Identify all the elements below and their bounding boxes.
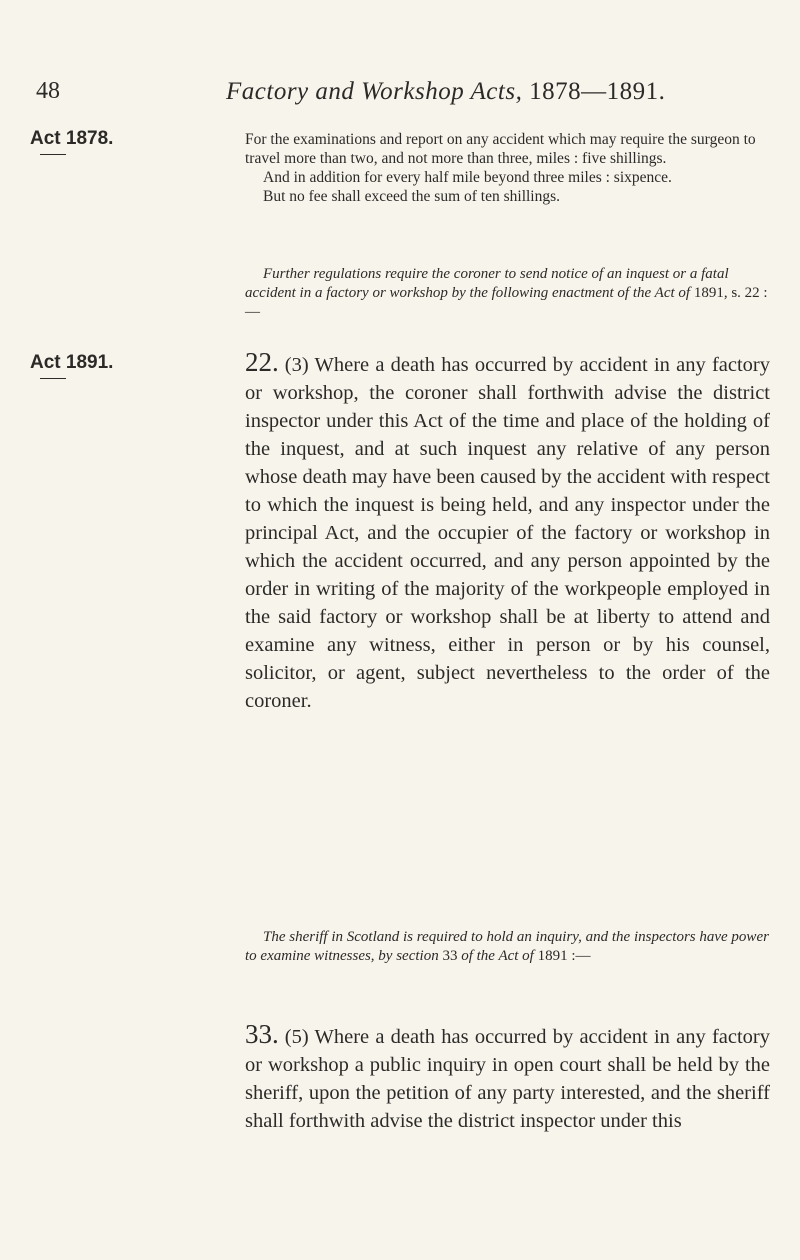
editorial-note-1 [245,265,770,322]
margin-note-label: Act 1878. [30,128,114,149]
section-33 [245,1020,770,1135]
fees-line: But no fee shall exceed the sum of ten shillings. [263,188,561,205]
section-text: (3) Where a death has occurred by accident in any factory or workshop, the coroner shall forthwith advise the district inspector under this Act of the time and place of the holding of the inquest, and at such inquest any relative of any person whose death may have been caused by the accident with respect to which the inquest is being held, and any inspector under the principal Act, and the occupier of the factory or workshop in which the accident occurred, and any person appointed by the order in writing of the majority of the workpeople employed in the said factory or workshop shall be at liberty to attend and examine any witness, either in person or by his counsel, solicitor, or agent, subject nevertheless to the order of the coroner. [245,354,770,712]
fees-line: And in addition for every half mile beyond three miles : sixpence. [263,169,672,186]
margin-note-act-1891 [30,352,113,379]
running-title [226,78,665,106]
divider [40,154,66,155]
fees-paragraph [245,130,770,206]
section-text: (5) Where a death has occurred by accident in any factory or workshop a public inquiry in open court shall be held by the sheriff, upon the petition of any party interested, and the sheriff shall forthwith advise the district inspector under this [245,1026,770,1132]
editorial-note-2 [245,928,770,966]
note-reference: 1891, s. 22 :— [245,285,768,320]
page-number: 48 [36,78,60,104]
fees-line: For the examinations and report on any accident which may require the surgeon to travel more than two, and not more than three, miles : five shillings. [245,131,756,167]
section-22 [245,348,770,715]
divider [40,378,66,379]
section-number: 33. [245,1019,279,1049]
note-text: The sheriff in Scotland is required to hold an inquiry, and the inspectors have power to examine witnesses, by section [245,929,769,964]
note-text: Further regulations require the coroner to send notice of an inquest or a fatal accident in a factory or workshop by the following enactment of the Act of [245,266,729,301]
running-title-text: Factory and Workshop Acts, [226,78,523,105]
note-text: of the Act of [461,948,534,964]
page-header [36,78,736,118]
margin-note-act-1878 [30,128,113,155]
section-number: 22. [245,347,279,377]
note-reference: 33 [442,948,458,964]
margin-note-label: Act 1891. [30,352,114,373]
note-reference: 1891 :— [537,948,591,964]
running-title-years: 1878—1891. [529,78,666,105]
